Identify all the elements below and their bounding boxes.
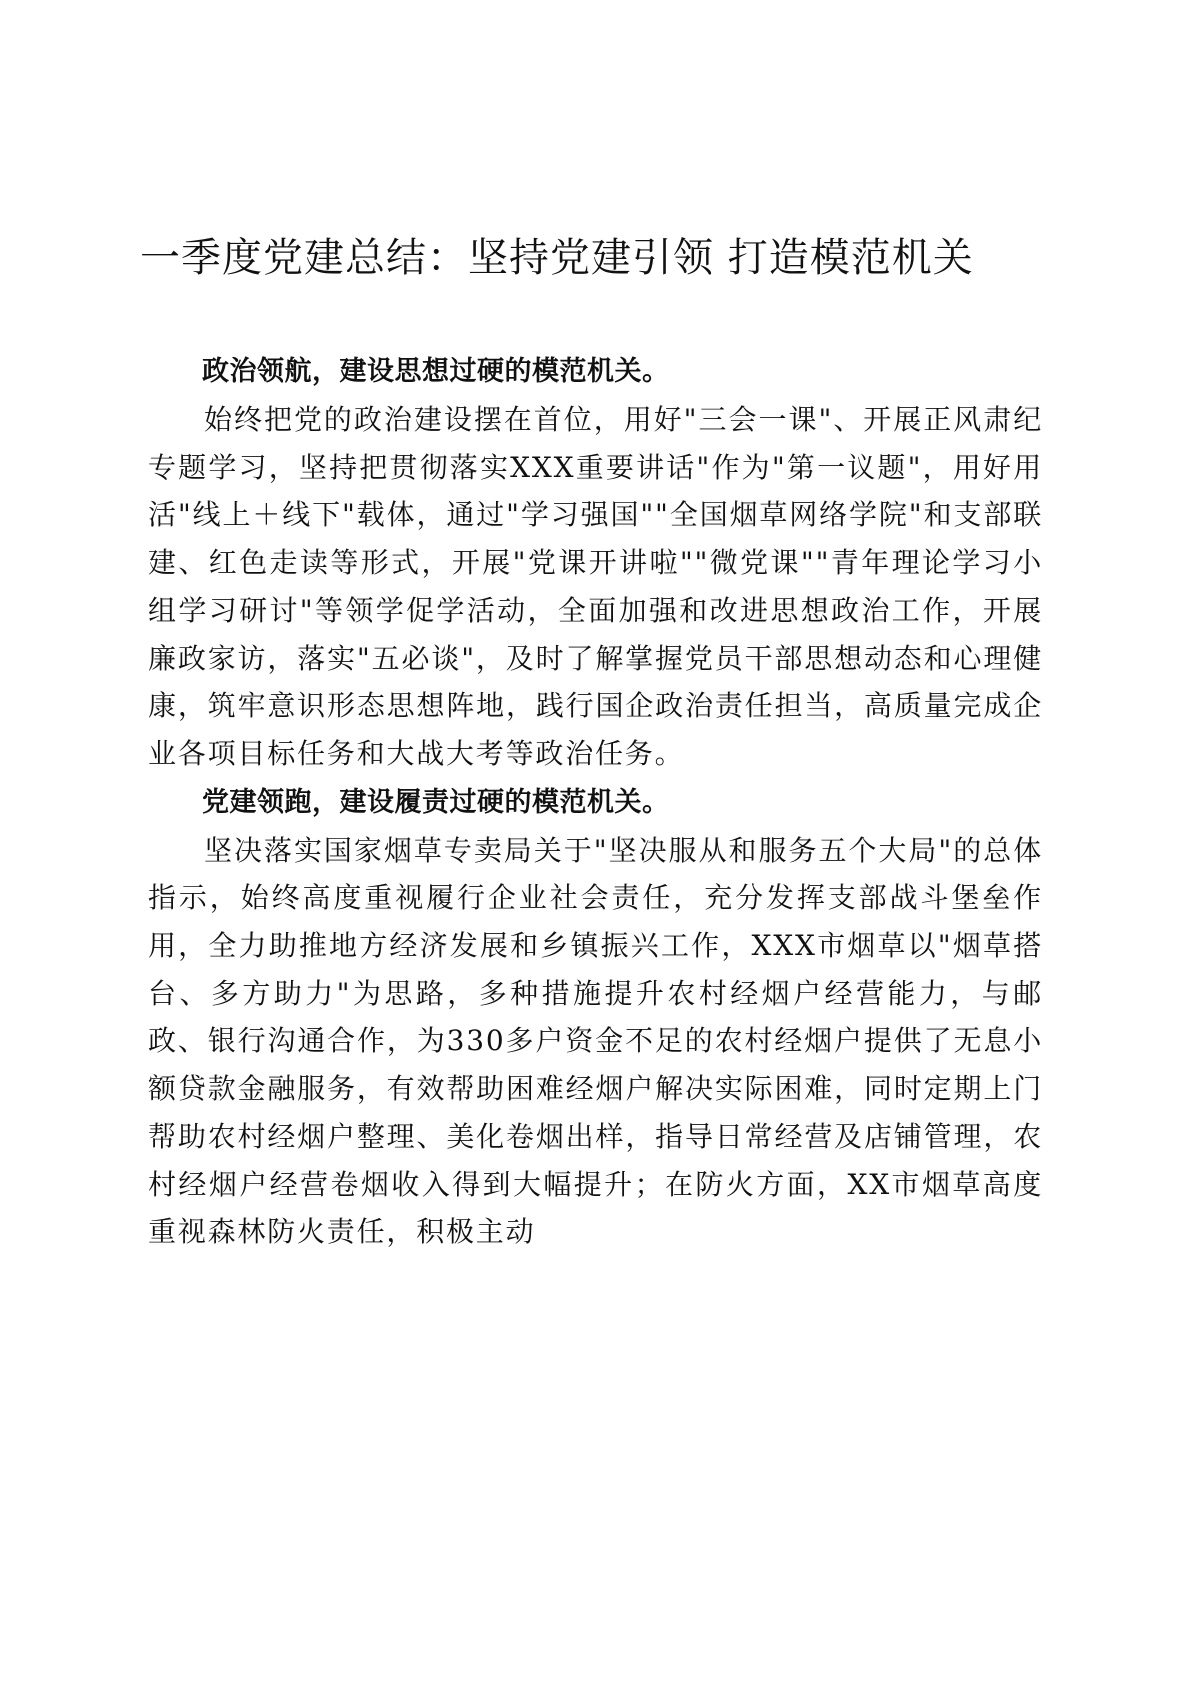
section-heading-party-building: 党建领跑，建设履责过硬的模范机关。 xyxy=(202,786,670,818)
document-title: 一季度党建总结：坚持党建引领 打造模范机关 xyxy=(140,235,974,281)
section-paragraph-political: 始终把党的政治建设摆在首位，用好"三会一课"、开展正风肃纪专题学习，坚持把贯彻落实XXX重要讲话"作为"第一议题"，用好用活"线上＋线下"载体，通过"学习强国""全国烟草网络学院"和支部联建、红色走读等形式，开展"党课开讲啦""微党课""青年理论学习小组学习研讨"等领学促学活动，全面加强和改进思想政治工作，开展廉政家访，落实"五必谈"，及时了解掌握党员干部思想动态和心理健康，筑牢意识形态思想阵地，践行国企政治责任担当，高质量完成企业各项目标任务和大战大考等政治任务。 xyxy=(148,403,1043,770)
section-paragraph-party-building: 坚决落实国家烟草专卖局关于"坚决服从和服务五个大局"的总体指示，始终高度重视履行企业社会责任，充分发挥支部战斗堡垒作用，全力助推地方经济发展和乡镇振兴工作，XXX市烟草以"烟草搭台、多方助力"为思路，多种措施提升农村经烟户经营能力，与邮政、银行沟通合作，为330多户资金不足的农村经烟户提供了无息小额贷款金融服务，有效帮助困难经烟户解决实际困难，同时定期上门帮助农村经烟户整理、美化卷烟出样，指导日常经营及店铺管理，农村经烟户经营卷烟收入得到大幅提升；在防火方面，XX市烟草高度重视森林防火责任，积极主动 xyxy=(148,833,1043,1249)
section-heading-political: 政治领航，建设思想过硬的模范机关。 xyxy=(202,356,670,387)
document-body xyxy=(148,347,1043,1256)
